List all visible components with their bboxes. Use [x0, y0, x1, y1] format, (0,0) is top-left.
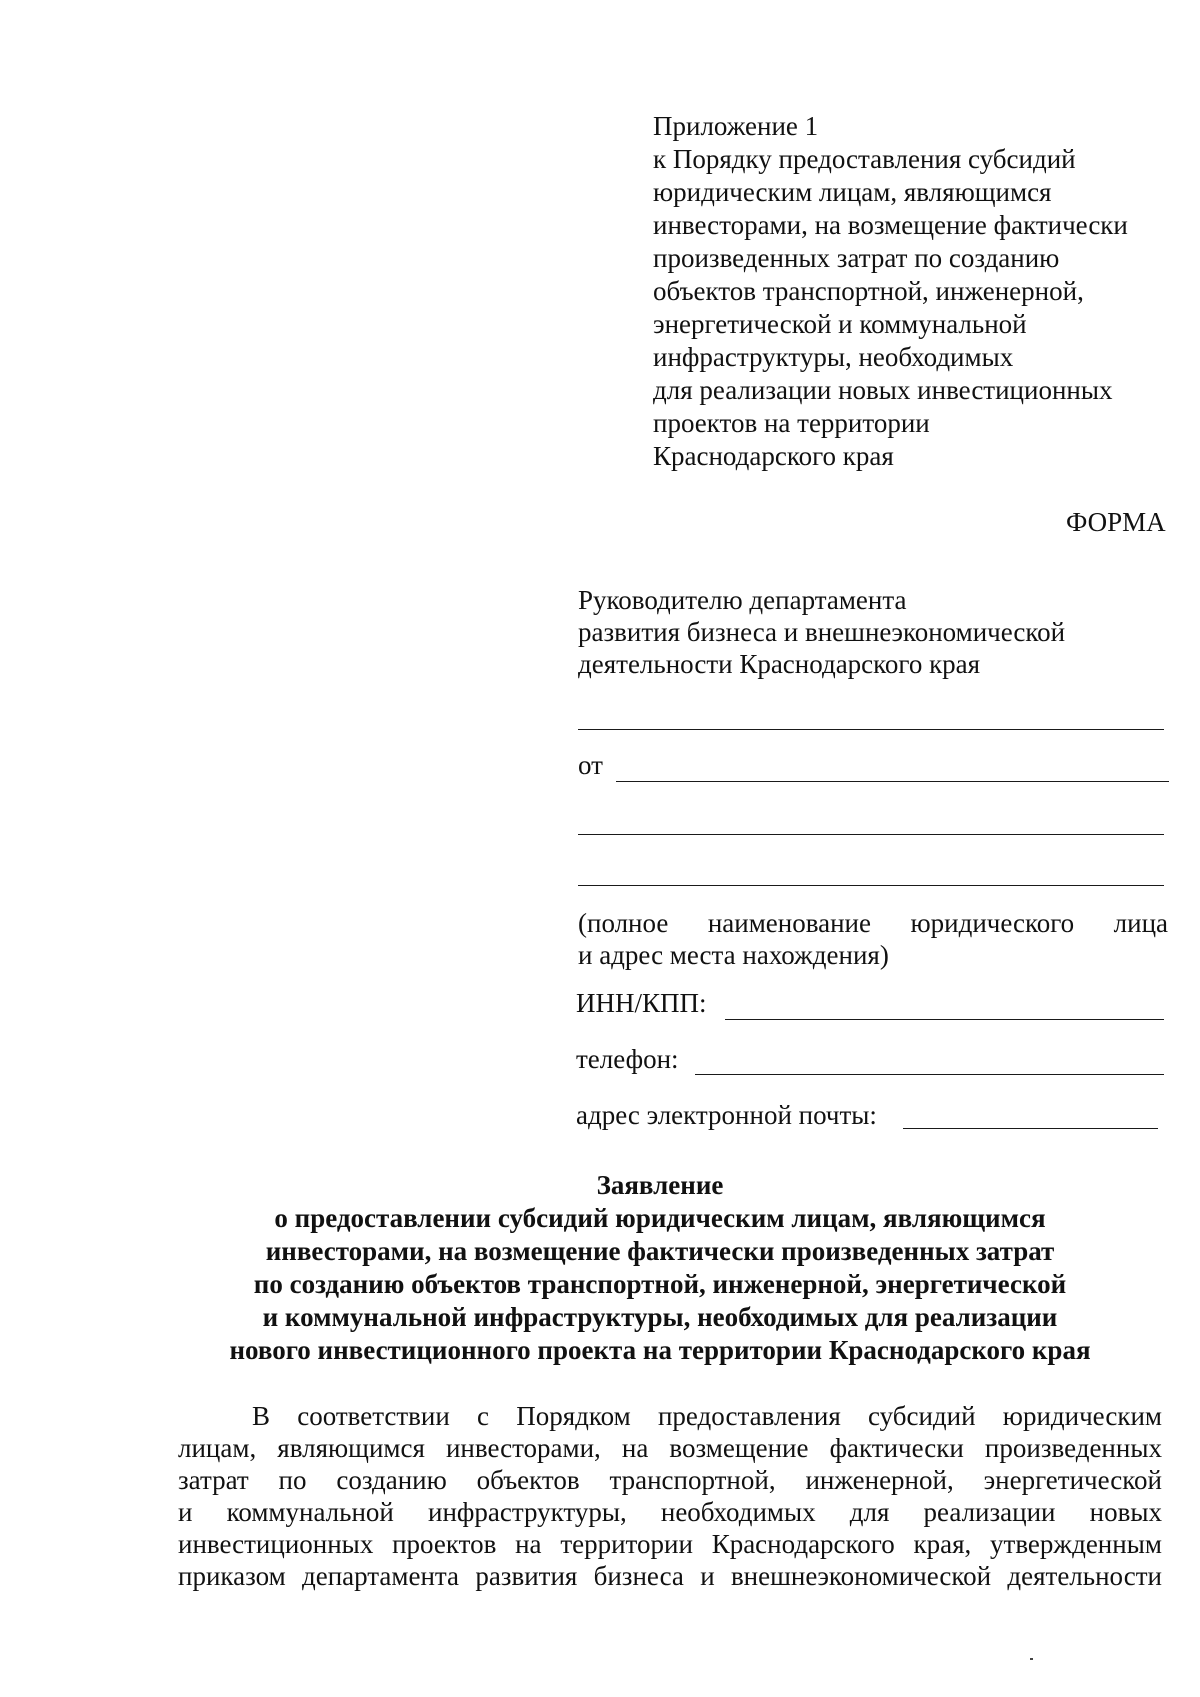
body-word: инфраструктуры, [428, 1497, 627, 1527]
addressee-line: Руководителю департамента [578, 585, 907, 615]
from-label: от [578, 750, 603, 780]
title-line: инвесторами, на возмещение фактически произведенных затрат [265, 1236, 1055, 1266]
body-word: необходимых [660, 1497, 816, 1527]
appendix-line: проектов на территории [653, 408, 930, 438]
body-word: соответствии [297, 1401, 450, 1431]
body-line [178, 1400, 1162, 1432]
body-word: являющимся [277, 1433, 425, 1463]
body-word: В [252, 1401, 271, 1431]
email-field-line [903, 1128, 1158, 1129]
appendix-header [653, 110, 1173, 473]
appendix-line: Краснодарского края [653, 441, 894, 471]
body-word: Краснодарского [711, 1529, 895, 1559]
appendix-line: юридическим лицам, являющимся [653, 177, 1052, 207]
body-word: и [700, 1561, 715, 1591]
email-label: адрес электронной почты: [576, 1100, 877, 1130]
caption-line: и адрес места нахождения) [578, 940, 889, 970]
form-label: ФОРМА [1066, 507, 1166, 537]
addressee-name-line [578, 729, 1164, 730]
body-word: утвержденным [990, 1529, 1162, 1559]
caption-word: юридического [910, 908, 1075, 938]
body-word: затрат [178, 1465, 249, 1495]
body-word: приказом [178, 1561, 286, 1591]
appendix-line: объектов транспортной, инженерной, [653, 276, 1084, 306]
inn-kpp-label: ИНН/КПП: [576, 988, 707, 1018]
body-word: предоставления [657, 1401, 841, 1431]
appendix-line: Приложение 1 [653, 111, 819, 141]
body-word: и [178, 1497, 193, 1527]
body-word: юридическим [1002, 1401, 1162, 1431]
phone-field-line [695, 1074, 1164, 1075]
body-word: проектов [392, 1529, 497, 1559]
body-word: края, [913, 1529, 972, 1559]
applicant-caption [578, 907, 1168, 971]
body-word: с [477, 1401, 490, 1431]
body-word: на [515, 1529, 542, 1559]
body-word: по [278, 1465, 307, 1495]
appendix-line: для реализации новых инвестиционных [653, 375, 1113, 405]
body-word: фактически [829, 1433, 964, 1463]
body-word: внешнеэкономической [730, 1561, 992, 1591]
addressee-block [578, 584, 1065, 680]
title-line: нового инвестиционного проекта на территории Краснодарского края [229, 1335, 1091, 1365]
phone-label: телефон: [576, 1044, 679, 1074]
body-word: лицам, [178, 1433, 257, 1463]
body-word: объектов [476, 1465, 580, 1495]
body-line [178, 1464, 1162, 1496]
body-word: энергетической [983, 1465, 1162, 1495]
body-word: департамента [301, 1561, 460, 1591]
body-word: для [849, 1497, 890, 1527]
body-line [178, 1432, 1162, 1464]
page-speck [1030, 1658, 1033, 1660]
body-word: инвестиционных [178, 1529, 374, 1559]
inn-kpp-field-line [725, 1019, 1164, 1020]
caption-word: (полное [578, 908, 669, 938]
applicant-line-2 [578, 834, 1164, 835]
addressee-line: развития бизнеса и внешнеэкономической [578, 617, 1066, 647]
body-word: деятельности [1007, 1561, 1162, 1591]
title-line: о предоставлении субсидий юридическим лицам, являющимся [274, 1203, 1046, 1233]
body-word: на [621, 1433, 649, 1463]
title-line: по созданию объектов транспортной, инженерной, энергетической [253, 1269, 1067, 1299]
body-paragraph [178, 1400, 1162, 1592]
body-line [178, 1560, 1162, 1592]
body-word: инженерной, [805, 1465, 954, 1495]
body-word: произведенных [984, 1433, 1162, 1463]
body-word: бизнеса [593, 1561, 684, 1591]
body-line [178, 1528, 1162, 1560]
appendix-line: энергетической и коммунальной [653, 309, 1027, 339]
addressee-line: деятельности Краснодарского края [578, 649, 981, 679]
applicant-line-3 [578, 885, 1164, 886]
title-line: Заявление [596, 1170, 724, 1200]
title-line: и коммунальной инфраструктуры, необходимых для реализации [262, 1302, 1058, 1332]
body-word: территории [560, 1529, 693, 1559]
body-word: новых [1089, 1497, 1162, 1527]
document-title [120, 1169, 1200, 1367]
appendix-line: инфраструктуры, необходимых [653, 342, 1014, 372]
body-word: возмещение [669, 1433, 809, 1463]
body-word: субсидий [867, 1401, 976, 1431]
body-word: Порядком [516, 1401, 631, 1431]
appendix-line: произведенных затрат по созданию [653, 243, 1060, 273]
appendix-line: инвесторами, на возмещение фактически [653, 210, 1128, 240]
body-word: созданию [336, 1465, 447, 1495]
body-word: коммунальной [226, 1497, 394, 1527]
caption-word: лица [1113, 908, 1168, 938]
body-line [178, 1496, 1162, 1528]
caption-word: наименование [707, 908, 871, 938]
appendix-line: к Порядку предоставления субсидий [653, 144, 1076, 174]
body-word: транспортной, [609, 1465, 776, 1495]
body-word: инвесторами, [445, 1433, 601, 1463]
from-field-line [616, 781, 1169, 782]
body-word: развития [475, 1561, 578, 1591]
body-word: реализации [923, 1497, 1056, 1527]
